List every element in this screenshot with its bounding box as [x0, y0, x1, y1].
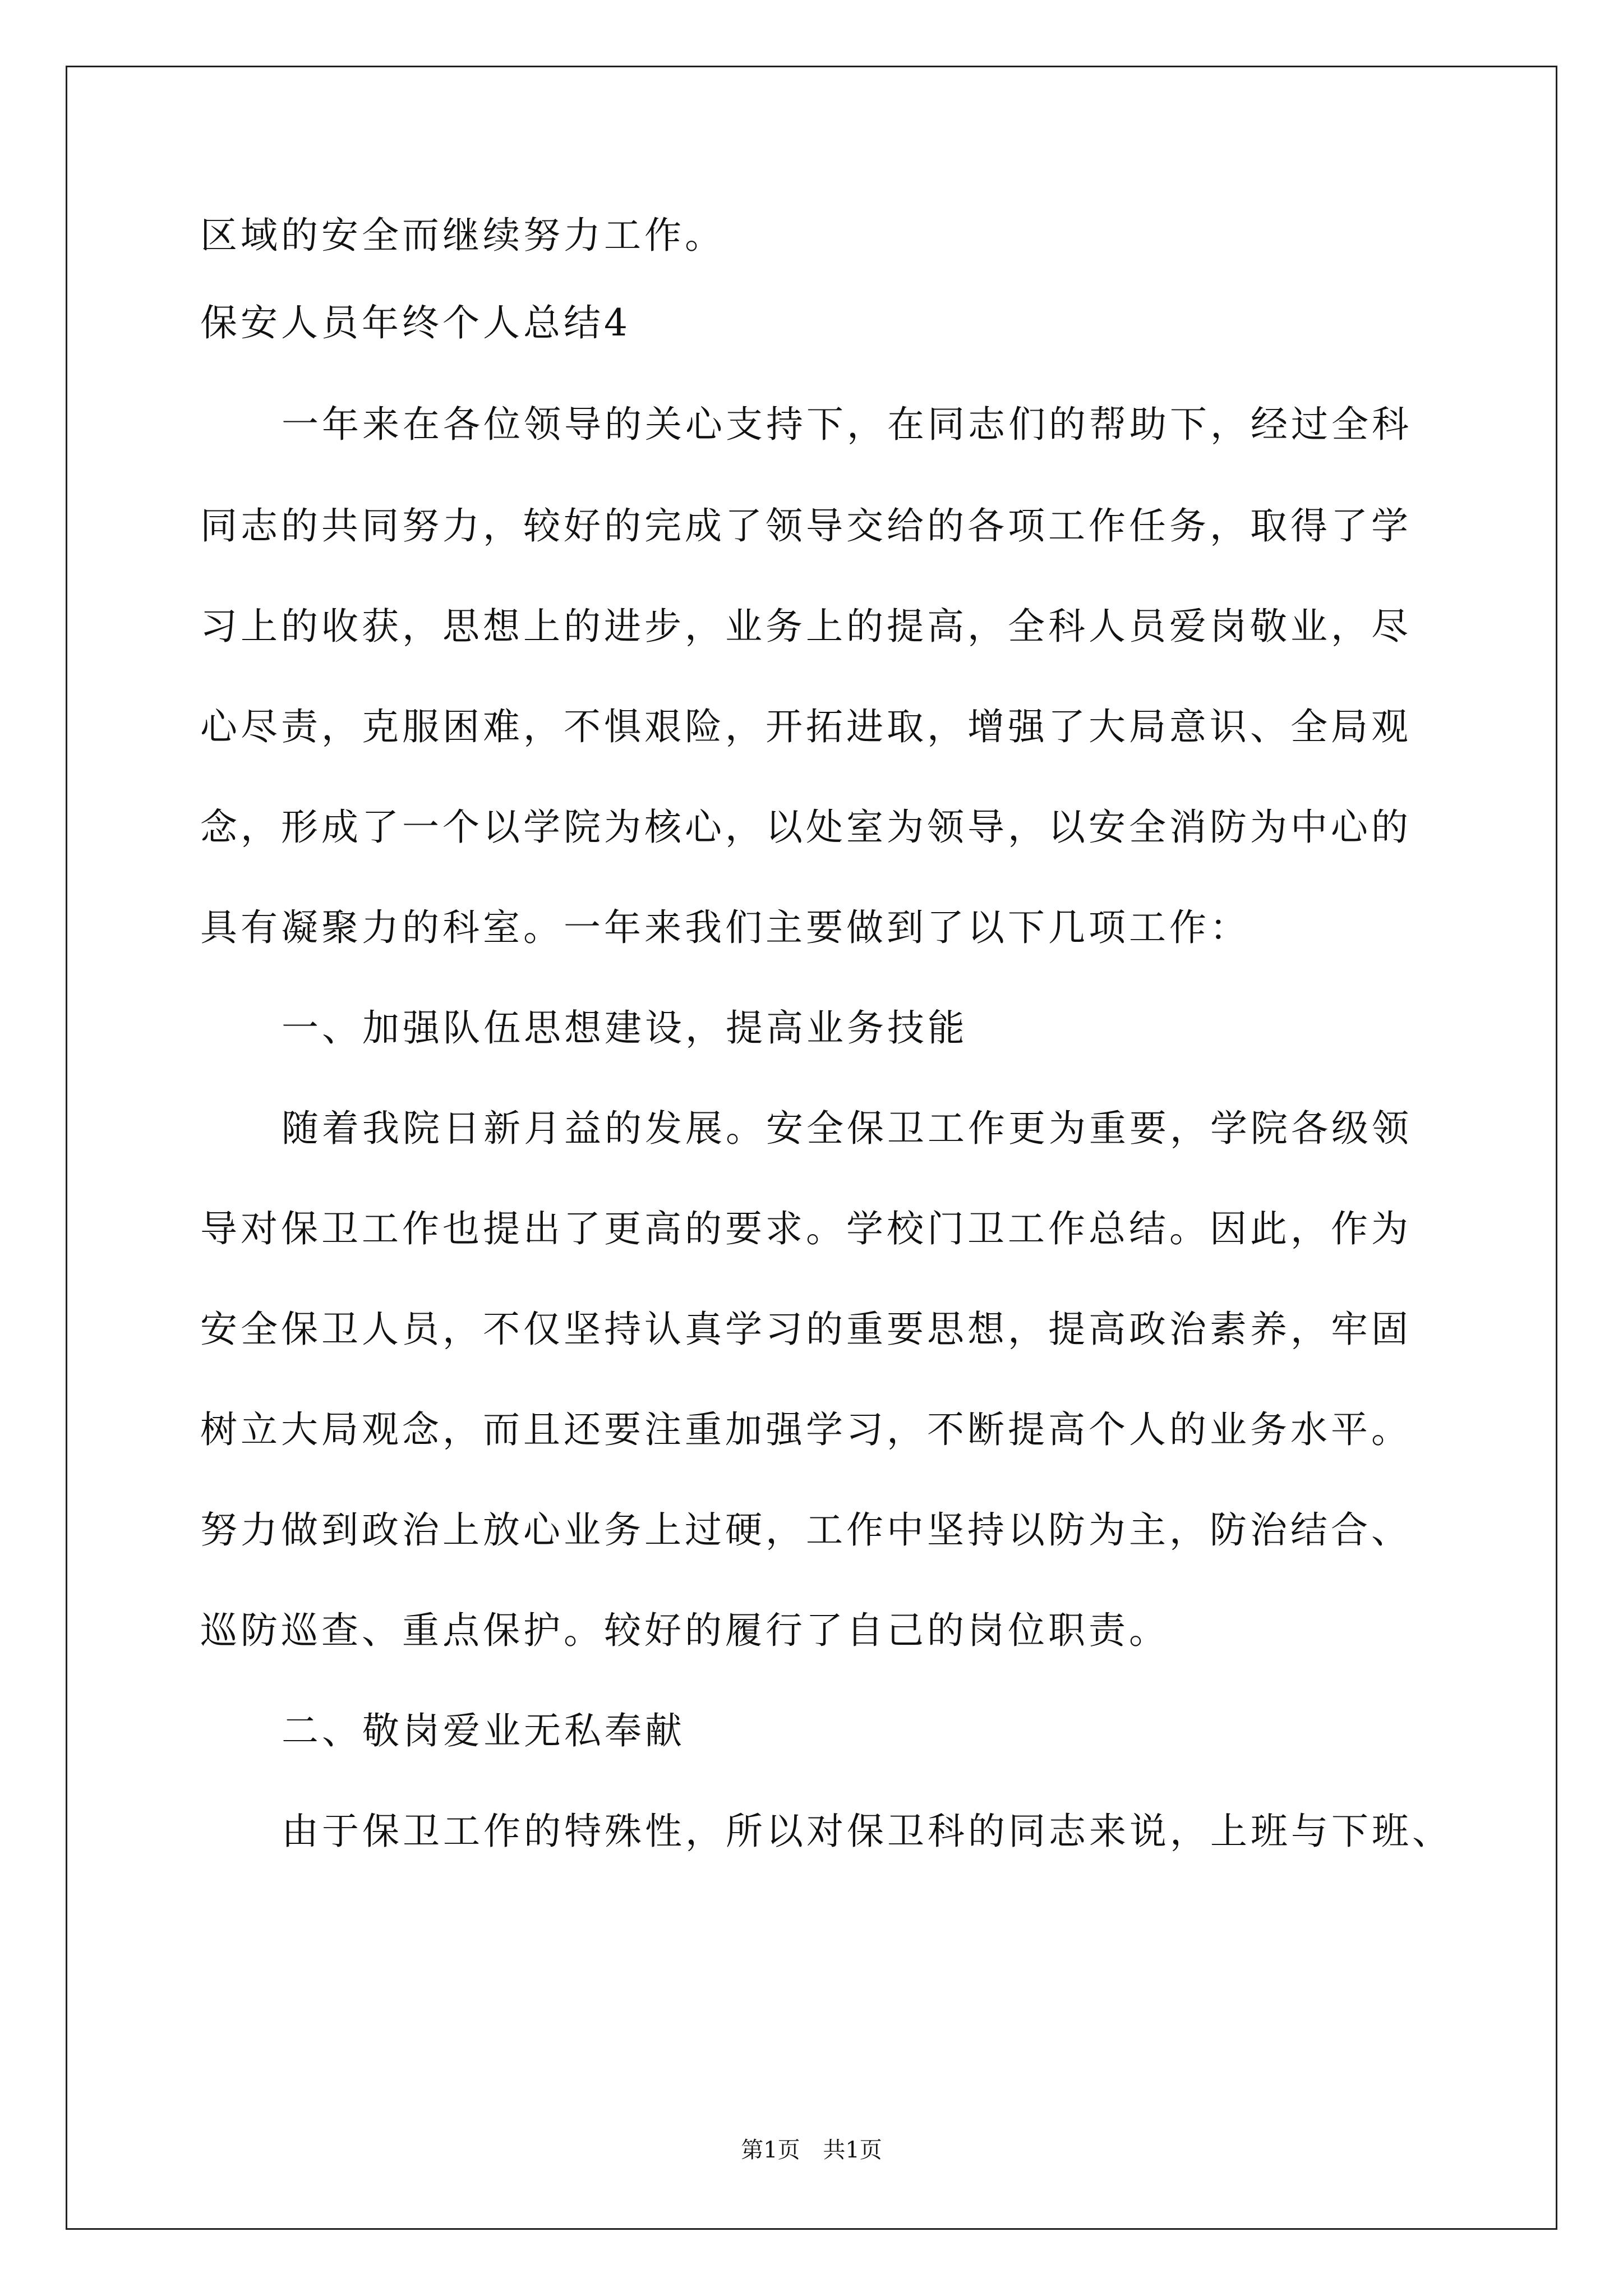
subsection-heading: 一、加强队伍思想建设，提高业务技能 — [282, 1006, 968, 1050]
text-line: 习上的收获，思想上的进步，业务上的提高，全科人员爱岗敬业，尽 — [200, 605, 1412, 648]
page-current: 第1页 — [741, 2137, 800, 2163]
section-heading: 保安人员年终个人总结4 — [200, 301, 631, 344]
text-line: 同志的共同努力，较好的完成了领导交给的各项工作任务，取得了学 — [200, 504, 1412, 547]
text-line: 巡防巡查、重点保护。较好的履行了自己的岗位职责。 — [200, 1609, 1169, 1652]
page-footer — [0, 2136, 1623, 2164]
text-line: 导对保卫工作也提出了更高的要求。学校门卫工作总结。因此，作为 — [200, 1207, 1412, 1250]
text-line: 树立大局观念，而且还要注重加强学习，不断提高个人的业务水平。 — [200, 1408, 1412, 1451]
text-line: 由于保卫工作的特殊性，所以对保卫科的同志来说，上班与下班、 — [282, 1810, 1453, 1853]
text-line: 区域的安全而继续努力工作。 — [200, 214, 725, 257]
text-line: 具有凝聚力的科室。一年来我们主要做到了以下几项工作： — [200, 906, 1250, 949]
text-line: 努力做到政治上放心业务上过硬，工作中坚持以防为主，防治结合、 — [200, 1508, 1412, 1552]
text-line: 随着我院日新月益的发展。安全保卫工作更为重要，学院各级领 — [282, 1107, 1412, 1150]
text-line: 安全保卫人员，不仅坚持认真学习的重要思想，提高政治素养，牢固 — [200, 1308, 1412, 1351]
text-line: 心尽责，克服困难，不惧艰险，开拓进取，增强了大局意识、全局观 — [200, 705, 1412, 748]
page-total: 共1页 — [823, 2137, 882, 2163]
text-line: 一年来在各位领导的关心支持下，在同志们的帮助下，经过全科 — [282, 403, 1412, 446]
subsection-heading: 二、敬岗爱业无私奉献 — [282, 1709, 685, 1752]
text-line: 念，形成了一个以学院为核心，以处室为领导，以安全消防为中心的 — [200, 806, 1412, 849]
